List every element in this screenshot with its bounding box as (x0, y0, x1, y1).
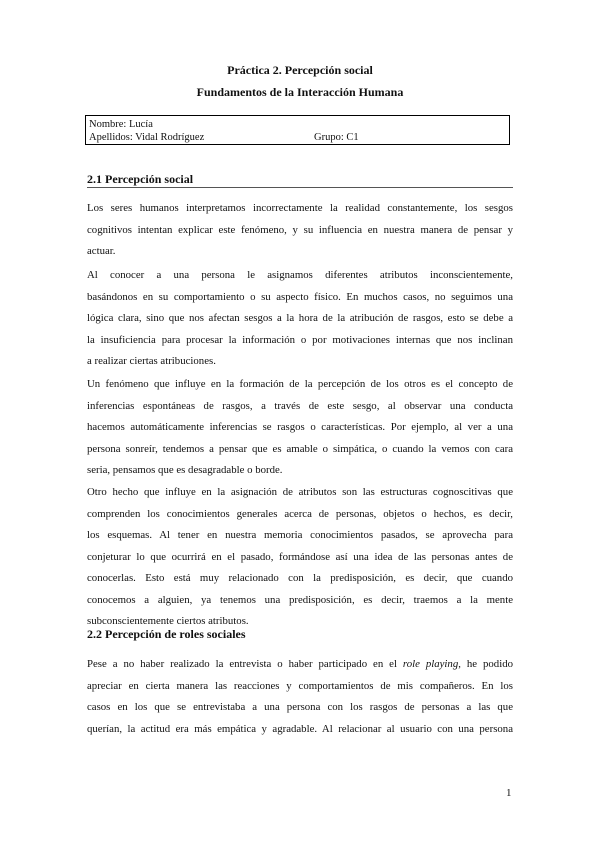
paragraph-5 (87, 654, 513, 740)
text-line: inferencias espontáneas de rasgos, a través de este sesgo, al observar una conducta (87, 399, 513, 412)
text-line: lógica clara, sino que nos afectan sesgos a la hora de la atribución de rasgos, esto se debe a (87, 312, 513, 324)
text-segment: , he podido (458, 658, 513, 670)
text-line: seria, pensamos que es desagradable o borde. (87, 464, 283, 476)
text-line-with-emphasis (87, 654, 513, 676)
text-line: actuar. (87, 245, 116, 257)
student-info-box (85, 115, 510, 145)
text-line: subconscientemente ciertos atributos. (87, 615, 249, 627)
text-segment: Pese a no haber realizado la entrevista o haber participado en el (87, 658, 403, 670)
text-line: a realizar ciertas atribuciones. (87, 355, 216, 367)
text-line: persona sonreír, tendemos a pensar que es amable o simpática, o cuando la vemos con cara (87, 442, 513, 455)
student-name: Nombre: Lucía (89, 119, 153, 130)
student-surnames: Apellidos: Vidal Rodríguez (89, 132, 205, 143)
text-line: conocerlas. Esto está muy relacionado con la predisposición, es decir, que cuando (87, 572, 513, 584)
text-line: hacemos automáticamente inferencias se rasgos o características. Por ejemplo, al ver a una (87, 421, 513, 433)
emphasis-role-playing: role playing (402, 658, 459, 670)
text-line: los esquemas. Al tener en nuestra memoria conocimientos pasados, se aprovecha para (87, 529, 513, 541)
section-divider (87, 187, 513, 188)
text-line: Los seres humanos interpretamos incorrectamente la realidad constantemente, los sesgos (87, 202, 513, 214)
text-line: basándonos en su comportamiento o su aspecto físico. En muchos casos, no seguimos una (87, 290, 513, 303)
section-heading-perception: 2.1 Percepción social (87, 172, 194, 186)
text-line: casos en los que se entrevistaba a una persona con los rasgos de personas a las que (87, 701, 513, 713)
paragraph-3 (87, 374, 513, 482)
paragraph-2 (87, 265, 513, 373)
section-heading-social-roles: 2.2 Percepción de roles sociales (87, 627, 246, 641)
text-line: Al conocer a una persona le asignamos diferentes atributos inconscientemente, (87, 269, 513, 281)
text-line: conjeturar lo que ocurrirá en el pasado, formándose así una idea de las personas antes de (87, 550, 513, 563)
text-line: comprenden los conocimientos generales acerca de personas, objetos o hechos, es decir, (87, 507, 513, 520)
page-number: 1 (506, 787, 512, 799)
text-line: conocemos a alguien, ya tenemos una predisposición, es decir, traemos a la mente (87, 593, 513, 606)
text-line: la insuficiencia para procesar la información o por motivaciones internas que nos inclinan (87, 333, 513, 346)
paragraph-1 (87, 198, 513, 263)
text-line: cognitivos intentan explicar este fenómeno, y su influencia en nuestra manera de pensar y (87, 223, 513, 236)
document-title: Práctica 2. Percepción social (227, 63, 373, 77)
text-line: querían, la actitud era más empática y agradable. Al relacionar al usuario con una persona (87, 722, 513, 735)
student-group: Grupo: C1 (314, 132, 359, 143)
document-subtitle: Fundamentos de la Interacción Humana (196, 85, 404, 99)
text-line: Un fenómeno que influye en la formación de la percepción de los otros es el concepto de (87, 378, 513, 390)
paragraph-4 (87, 482, 513, 633)
text-line: Otro hecho que influye en la asignación de atributos son las estructuras cognoscitivas que (87, 486, 513, 498)
text-line: apreciar en cierta manera las reacciones y comportamientos de mis compañeros. En los (87, 679, 513, 692)
